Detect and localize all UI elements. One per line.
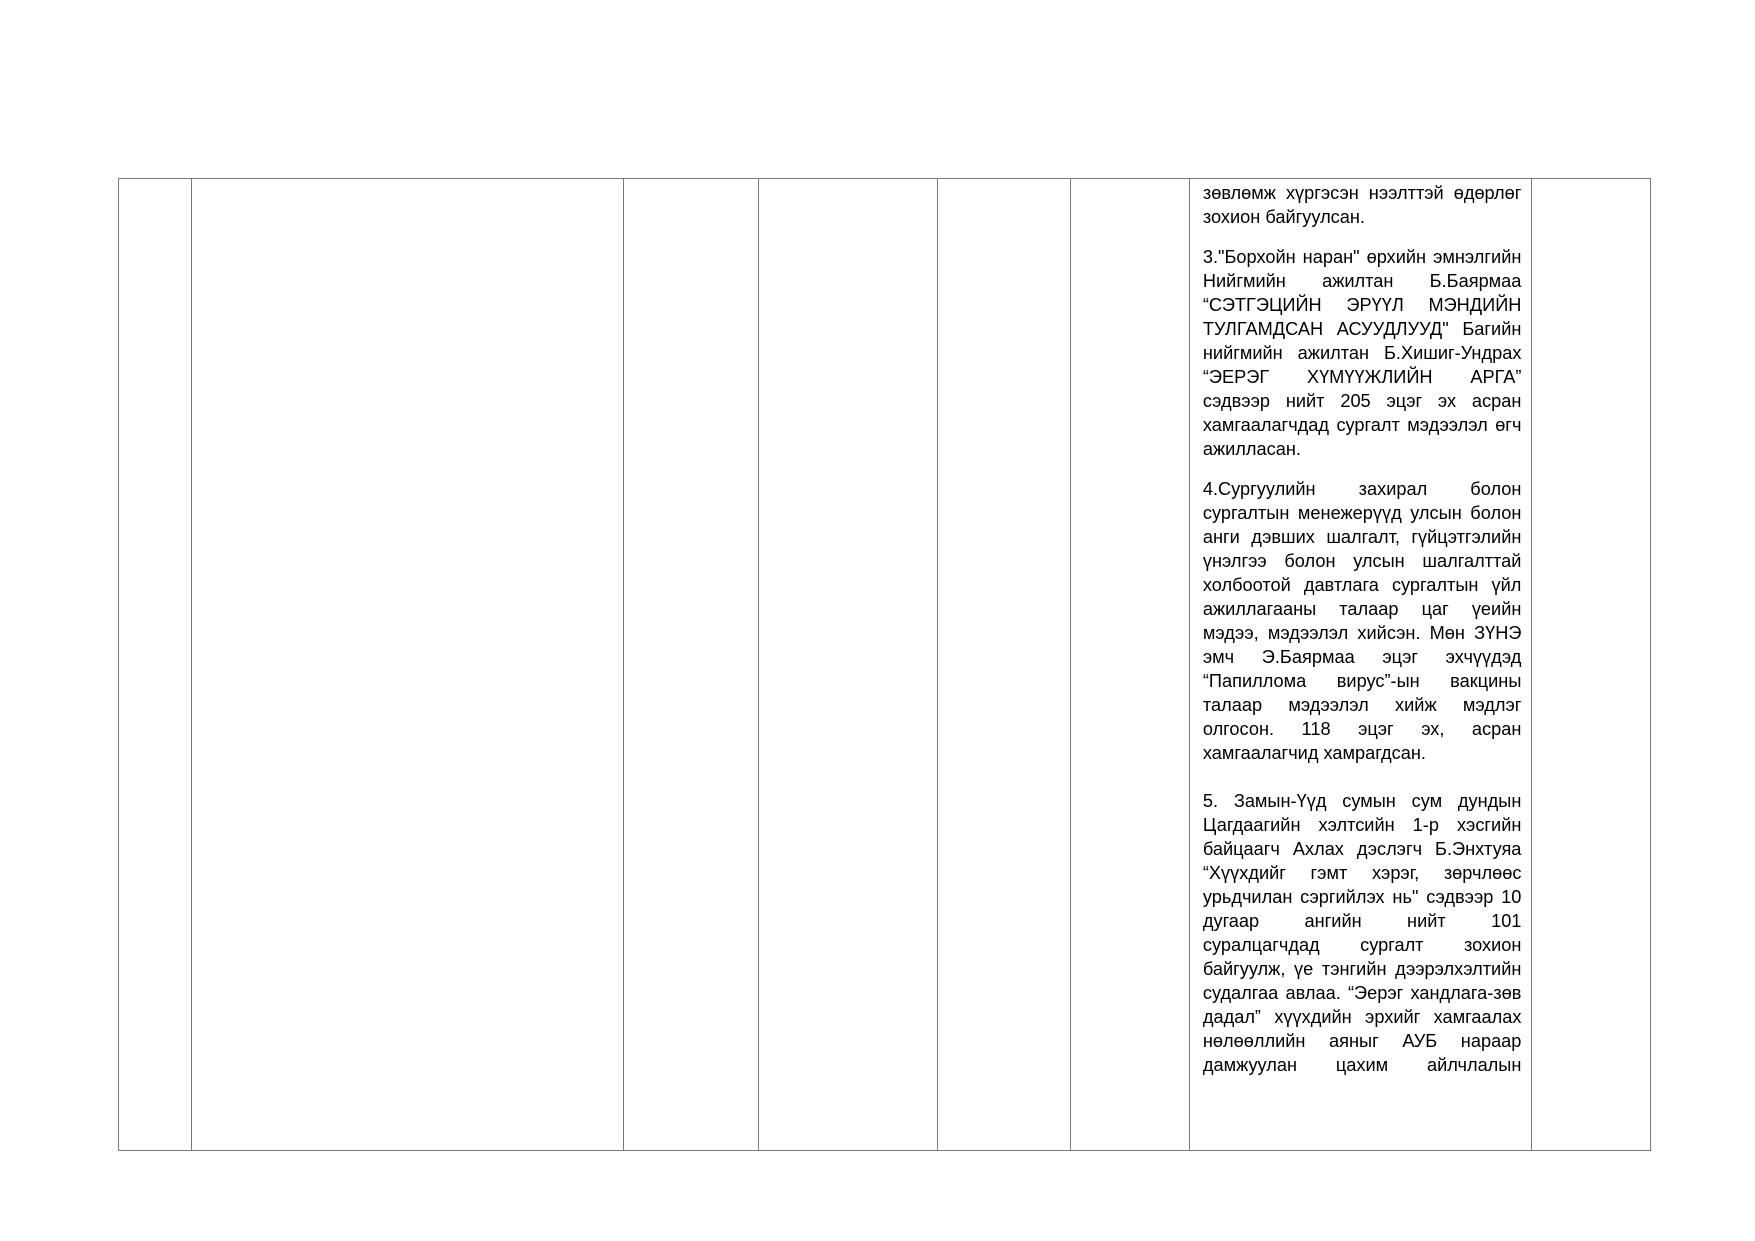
table-cell-implementation bbox=[1189, 179, 1532, 1151]
paragraph-3: 4.Сургуулийн захирал болон сургалтын менежерүүд улсын болон анги дэвших шалгалт, гүйцэтгэлийн үнэлгээ болон улсын шалгалттай холбоотой давтлага сургалтын үйл ажиллагааны талаар цаг үеийн мэдээ, мэдээлэл хийсэн. Мөн ЗҮНЭ эмч Э.Баярмаа эцэг эхчүүдэд “Папиллома вирус”-ын вакцины талаар мэдээлэл хийж мэдлэг олгосон. 118 эцэг эх, асран хамгаалагчид хамрагдсан. bbox=[1202, 479, 1522, 763]
table-cell-8 bbox=[1532, 179, 1651, 1151]
paragraph-2: 3."Борхойн наран" өрхийн эмнэлгийн Нийгмийн ажилтан Б.Баярмаа “СЭТГЭЦИЙН ЭРҮҮЛ МЭНДИЙН ТУЛГАМДСАН АСУУДЛУУД" Багийн нийгмийн ажилтан Б.Хишиг-Ундрах “ЭЕРЭГ ХҮМҮҮЖЛИЙН АРГА” сэдвээр нийт 205 эцэг эх асран хамгаалагчдад сургалт мэдээлэл өгч ажилласан. bbox=[1202, 247, 1522, 459]
table-cell-4 bbox=[758, 179, 937, 1151]
table-cell-6 bbox=[1071, 179, 1190, 1151]
table-cell-activity bbox=[192, 179, 624, 1151]
report-table bbox=[118, 178, 1651, 1151]
table-row bbox=[119, 179, 1651, 1151]
paragraph-1: зөвлөмж хүргэсэн нээлттэй өдөрлөг зохион байгуулсан. bbox=[1202, 183, 1522, 227]
paragraph-4: 5. Замын-Үүд сумын сум дундын Цагдаагийн хэлтсийн 1-р хэсгийн байцаагч Ахлах дэслэгч Б.Энхтуяа “Хүүхдийг гэмт хэрэг, зөрчлөөс урьдчилан сэргийлэх нь" сэдвээр 10 дугаар ангийн нийт 101 суралцагчдад сургалт зохион байгуулж, үе тэнгийн дээрэлхэлтийн судалгаа авлаа. “Эерэг хандлага-зөв дадал” хүүхдийн эрхийг хамгаалах нөлөөллийн аяныг АУБ нараар дамжуулан цахим айлчлалын bbox=[1202, 791, 1522, 1075]
table-cell-3 bbox=[624, 179, 759, 1151]
table-cell-5 bbox=[937, 179, 1071, 1151]
table-cell-number bbox=[119, 179, 192, 1151]
